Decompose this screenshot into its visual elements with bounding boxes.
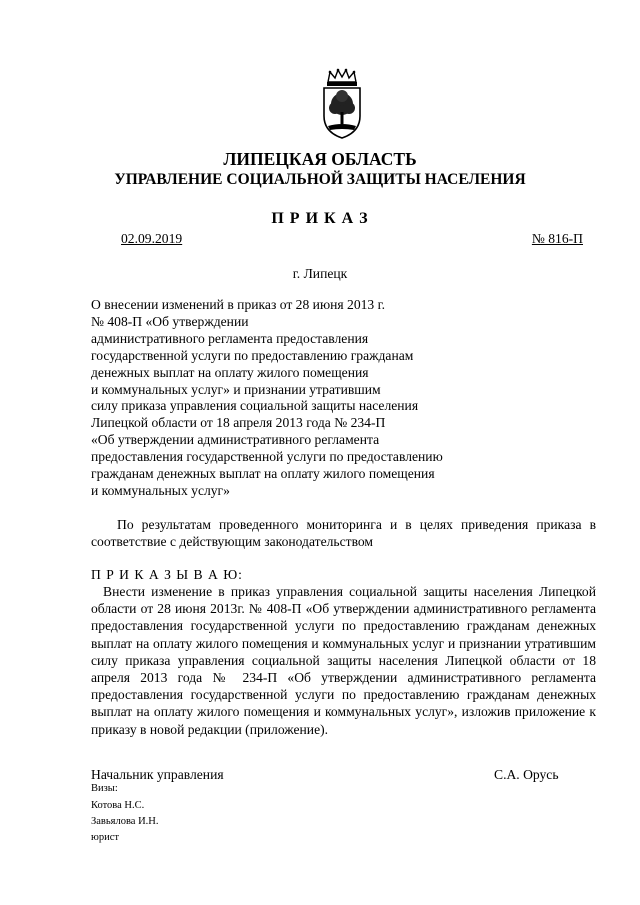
order-word: П Р И К А З Ы В А Ю: <box>91 567 243 582</box>
document-number: № 816-П <box>531 231 583 246</box>
title-line: денежных выплат на оплату жилого помещения <box>91 364 369 380</box>
visas-label: Визы: <box>91 783 118 794</box>
title-line: предоставления государственной услуги по предоставлению <box>91 449 443 465</box>
coat-of-arms-emblem <box>318 68 366 140</box>
title-line: № 408-П «Об утверждении <box>91 313 249 329</box>
visa-item: Завьялова И.Н. <box>91 816 159 827</box>
title-line: силу приказа управления социальной защиты населения <box>91 398 419 414</box>
signatory-position: Начальник управления <box>91 767 224 782</box>
title-line: и коммунальных услуг» и признании утратившим <box>91 381 381 397</box>
signatory-name: С.А. Орусь <box>494 767 559 782</box>
title-line: государственной услуги по предоставлению гражданам <box>91 347 414 363</box>
preamble-paragraph: По результатам проведенного мониторинга и в целях приведения приказа в соответствие с действующим законодательством <box>91 517 596 550</box>
visa-item: юрист <box>91 832 119 843</box>
document-type-heading: П Р И К А З <box>271 210 369 227</box>
title-line: «Об утверждении административного регламента <box>91 432 380 448</box>
order-paragraph: Внести изменение в приказ управления социальной защиты населения Липецкой области от 28 июня 2013г. № 408-П «Об утверждении административного регламента предоставления государственной услуги по предоставлению гражданам денежных выплат на оплату жилого помещения и коммунальных услуг и признании утратившим силу приказа управления социальной защиты населения Липецкой области от 18 апреля 2013 года № 234-П «Об утверждении административного регламента предоставления государственной услуги по предоставлению гражданам денежных выплат на оплату жилого помещения и коммунальных услуг», изложив приложение к приказу в новой редакции (приложение). <box>91 584 596 737</box>
title-line: О внесении изменений в приказ от 28 июня 2013 г. <box>91 297 386 312</box>
title-line: и коммунальных услуг» <box>91 482 230 498</box>
document-title <box>91 297 511 500</box>
title-line: гражданам денежных выплат на оплату жилого помещения <box>91 466 435 482</box>
department-heading: УПРАВЛЕНИЕ СОЦИАЛЬНОЙ ЗАЩИТЫ НАСЕЛЕНИЯ <box>114 171 526 188</box>
title-line: административного регламента предоставления <box>91 330 369 346</box>
title-line: Липецкой области от 18 апреля 2013 года № 234-П <box>91 415 386 431</box>
visa-item: Котова Н.С. <box>91 800 145 811</box>
city-name: г. Липецк <box>292 266 348 281</box>
document-date: 02.09.2019 <box>121 231 183 246</box>
region-heading: ЛИПЕЦКАЯ ОБЛАСТЬ <box>223 149 417 169</box>
